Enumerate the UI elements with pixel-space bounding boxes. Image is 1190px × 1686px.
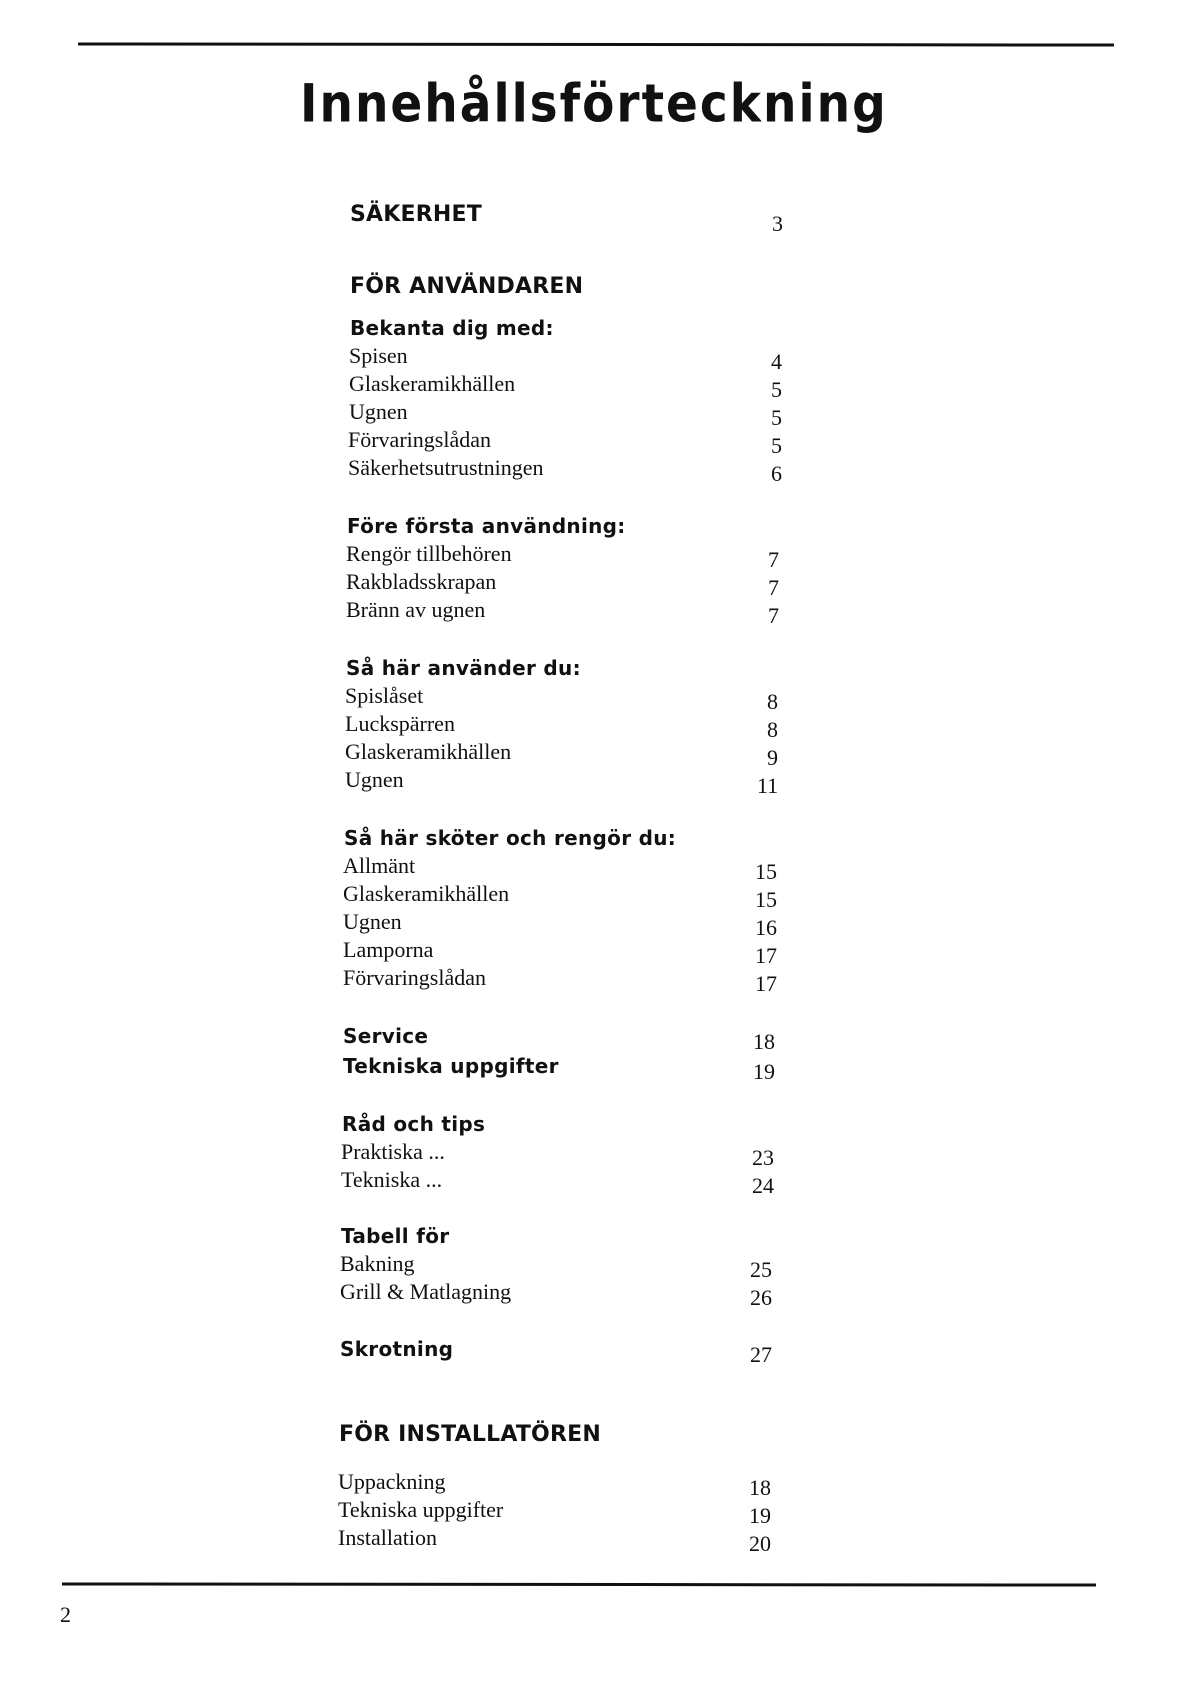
toc-entry[interactable]: Uppackning (338, 1469, 446, 1494)
toc-page-number: 17 (755, 943, 777, 968)
toc-entry[interactable]: Installation (338, 1525, 437, 1550)
toc-entry[interactable]: Grill & Matlagning (340, 1279, 512, 1304)
toc-section-sakerhet[interactable]: SÄKERHET (350, 202, 482, 227)
toc-page-number: 7 (768, 547, 779, 572)
toc-entry[interactable]: Glaskeramikhällen (343, 881, 510, 906)
toc-page-number: 19 (749, 1503, 771, 1528)
toc-entry[interactable]: Bakning (340, 1251, 415, 1276)
toc-page-number: 8 (767, 717, 778, 742)
toc-entry[interactable]: Säkerhetsutrustningen (348, 455, 544, 480)
toc-page-number: 18 (749, 1475, 771, 1500)
toc-entry[interactable]: Glaskeramikhällen (349, 371, 516, 396)
toc-entry[interactable]: Praktiska ... (341, 1139, 445, 1164)
toc-page-number: 16 (755, 915, 777, 940)
toc-page-number: 6 (771, 461, 782, 486)
toc-subheading-bekanta: Bekanta dig med: (350, 316, 554, 340)
toc-section-anvandaren: FÖR ANVÄNDAREN (350, 274, 584, 299)
toc-entry[interactable]: Förvaringslådan (348, 427, 491, 452)
toc-subheading-fore: Före första användning: (347, 514, 626, 538)
toc-page-number: 15 (755, 859, 777, 884)
toc-page-number: 9 (767, 745, 778, 770)
toc-subheading-tabell: Tabell för (341, 1224, 450, 1248)
toc-page-number: 17 (755, 971, 777, 996)
toc-page-number: 18 (753, 1029, 775, 1054)
toc-page-number: 3 (772, 211, 783, 236)
toc-page-number: 5 (771, 377, 782, 402)
toc-entry[interactable]: Rengör tillbehören (346, 541, 512, 566)
toc-page-number: 7 (768, 575, 779, 600)
toc-page-number: 4 (771, 349, 782, 374)
toc-page-number: 8 (767, 689, 778, 714)
toc-entry[interactable]: Ugnen (349, 399, 408, 424)
toc-entry[interactable]: Tekniska uppgifter (338, 1497, 504, 1522)
toc-entry[interactable]: Ugnen (343, 909, 402, 934)
toc-entry-service[interactable]: Service (343, 1024, 429, 1048)
toc-entry[interactable]: Bränn av ugnen (346, 597, 486, 622)
toc-entry[interactable]: Spislåset (345, 683, 424, 708)
toc-entry[interactable]: Allmänt (343, 853, 416, 878)
toc-section-installatoren: FÖR INSTALLATÖREN (339, 1422, 601, 1447)
toc-page-number: 7 (768, 603, 779, 628)
toc-page-number: 5 (771, 433, 782, 458)
toc-page-number: 20 (749, 1531, 771, 1556)
toc-entry[interactable]: Glaskeramikhällen (345, 739, 512, 764)
toc-entry[interactable]: Förvaringslådan (343, 965, 486, 990)
toc-entry[interactable]: Lamporna (343, 937, 434, 962)
toc-entry-skrotning[interactable]: Skrotning (340, 1337, 454, 1361)
toc-page-number: 27 (750, 1342, 772, 1367)
toc-entry-tekniska[interactable]: Tekniska uppgifter (343, 1054, 559, 1078)
page-title: Innehållsförteckning (300, 73, 888, 136)
toc-page-number: 25 (750, 1257, 772, 1282)
toc-entry[interactable]: Rakbladsskrapan (346, 569, 497, 594)
page-number: 2 (60, 1602, 71, 1627)
toc-page-number: 19 (753, 1059, 775, 1084)
toc-page-number: 26 (750, 1285, 772, 1310)
toc-entry[interactable]: Ugnen (345, 767, 404, 792)
toc-page-number: 5 (771, 405, 782, 430)
toc-entry[interactable]: Tekniska ... (341, 1167, 443, 1192)
toc-subheading-skoter: Så här sköter och rengör du: (344, 826, 677, 850)
toc-page-number: 24 (752, 1173, 774, 1198)
toc-entry[interactable]: Luckspärren (345, 711, 455, 736)
toc-page-number: 11 (757, 773, 779, 798)
toc-entry[interactable]: Spisen (349, 343, 408, 368)
toc-page-number: 15 (755, 887, 777, 912)
toc-subheading-anvander: Så här använder du: (346, 656, 581, 680)
toc-page-number: 23 (752, 1145, 774, 1170)
toc-subheading-rad: Råd och tips (342, 1112, 486, 1136)
